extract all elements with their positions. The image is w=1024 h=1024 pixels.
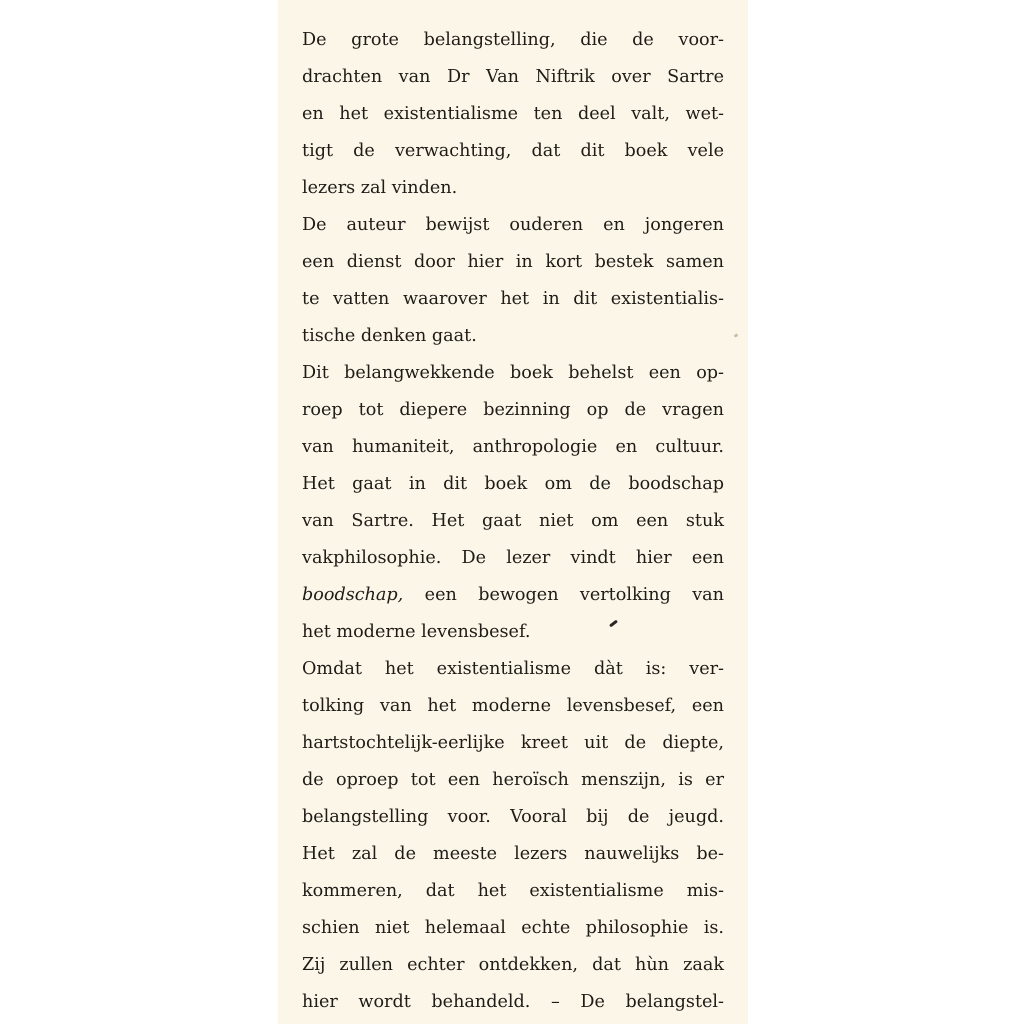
- text-line: hier wordt behandeld. – De belangstel-: [302, 992, 724, 1012]
- text-line: het moderne levensbesef.: [302, 622, 531, 642]
- text-line: belangstelling voor. Vooral bij de jeugd.: [302, 807, 724, 827]
- paragraph-3: [302, 355, 724, 651]
- text-line: kommeren, dat het existentialisme mis-: [302, 881, 724, 901]
- paragraph-2: [302, 207, 724, 355]
- text-line: roep tot diepere bezinning op de vragen: [302, 400, 724, 420]
- text-line: een dienst door hier in kort bestek samen: [302, 252, 724, 272]
- text-line: de oproep tot een heroïsch menszijn, is er: [302, 770, 724, 790]
- text-line-with-italic: [302, 577, 724, 614]
- text-line: van Sartre. Het gaat niet om een stuk: [302, 511, 724, 531]
- text-line: Omdat het existentialisme dàt is: ver-: [302, 659, 724, 679]
- paper-speck: [734, 333, 739, 338]
- italic-word: boodschap,: [302, 585, 404, 605]
- text-line: Het zal de meeste lezers nauwelijks be-: [302, 844, 724, 864]
- text-column: [302, 22, 724, 1021]
- text-line: tigt de verwachting, dat dit boek vele: [302, 141, 724, 161]
- text-line: Het gaat in dit boek om de boodschap: [302, 474, 724, 494]
- text-line: De grote belangstelling, die de voor-: [302, 30, 724, 50]
- text-line: van humaniteit, anthropologie en cultuur.: [302, 437, 724, 457]
- text-line: vakphilosophie. De lezer vindt hier een: [302, 548, 724, 568]
- text-line: Dit belangwekkende boek behelst een op-: [302, 363, 724, 383]
- text-line: Zij zullen echter ontdekken, dat hùn zaak: [302, 955, 724, 975]
- text-line: en het existentialisme ten deel valt, wet-: [302, 104, 724, 124]
- text-fragment: een bewogen vertolking van: [403, 585, 724, 605]
- text-line: De auteur bewijst ouderen en jongeren: [302, 215, 724, 235]
- book-page: [278, 0, 748, 1024]
- paragraph-1: [302, 22, 724, 207]
- text-line: hartstochtelijk-eerlijke kreet uit de diepte,: [302, 733, 724, 753]
- text-line: lezers zal vinden.: [302, 178, 458, 198]
- paragraph-4: [302, 651, 724, 1021]
- text-line: drachten van Dr Van Niftrik over Sartre: [302, 67, 724, 87]
- text-line: tische denken gaat.: [302, 326, 477, 346]
- text-line: tolking van het moderne levensbesef, een: [302, 696, 724, 716]
- text-line: schien niet helemaal echte philosophie is.: [302, 918, 724, 938]
- text-line: te vatten waarover het in dit existentialis-: [302, 289, 724, 309]
